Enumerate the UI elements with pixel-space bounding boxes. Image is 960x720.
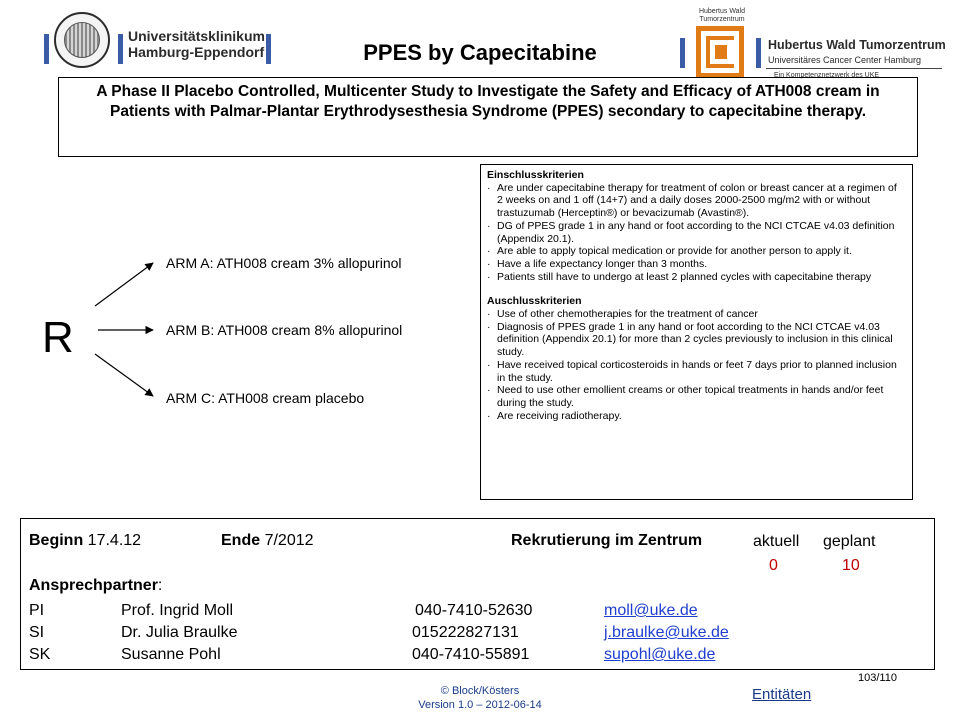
list-item: · Need to use other emollient creams or other topical treatments in hands and/or feet during the study. [487,384,902,409]
geplant-label: geplant [823,533,876,550]
recruitment-box [20,518,935,670]
rekrutierung-label: Rekrutierung im Zentrum [511,532,703,549]
page-title: PPES by Capecitabine [363,40,597,65]
contact-role: PI [29,602,45,619]
copyright: © Block/Kösters [440,685,520,697]
contact-name: Susanne Pohl [121,646,221,663]
entitaeten-link[interactable]: Entitäten [752,686,812,703]
arrow-to-arm-c [95,354,153,396]
contact-email-link[interactable]: supohl@uke.de [604,646,716,663]
study-description: A Phase II Placebo Controlled, Multicenter Study to Investigate the Safety and Efficacy of ATH008 cream in Patients with Palmar-Plantar Erythrodysesthesia Syndrome (PPES) secondary to capecitabine therapy. [58,77,918,157]
exclusion-list [487,308,902,422]
inclusion-heading: Einschlusskriterien [487,169,584,181]
contact-role: SI [29,624,45,641]
contact-name: Prof. Ingrid Moll [121,602,234,619]
hw-divider [766,68,942,69]
contact-phone: 040-7410-55891 [412,646,530,663]
list-item: · Have a life expectancy longer than 3 months. [487,258,902,271]
page-number: 103/110 [858,672,897,684]
contact-name: Dr. Julia Braulke [121,624,238,641]
exclusion-heading: Auschlusskriterien [487,295,582,308]
footer-credits [360,684,600,712]
version: Version 1.0 – 2012-06-14 [418,699,542,711]
ansprechpartner: Ansprechpartner: [29,577,163,594]
arm-a-label: ARM A: ATH008 cream 3% allopurinol [166,255,402,271]
contact-email-link[interactable]: j.braulke@uke.de [604,624,729,641]
randomization-arrows [0,0,480,440]
beginn: Beginn 17.4.12 [29,532,142,549]
inclusion-list [487,182,902,284]
hw-tagline: Ein Kompetenznetzwerk des UKE [774,72,880,79]
uke-name: Universitätsklinikum Hamburg-Eppendorf [128,28,265,60]
contact-phone: 015222827131 [412,624,519,641]
randomization-symbol: R [42,313,74,362]
arm-c-label: ARM C: ATH008 cream placebo [166,390,365,406]
list-item: · Are under capecitabine therapy for treatment of colon or breast cancer at a regimen of 2 weeks on and 1 off (14+7) and a daily doses 2000-2500 mg/m2 with or without trastuzumab (Herceptin®) or bevacizumab (Avastin®). [487,182,902,220]
contact-phone: 040-7410-52630 [415,602,533,619]
aktuell-label: aktuell [753,533,800,550]
arm-b-label: ARM B: ATH008 cream 8% allopurinol [166,322,403,338]
arrow-to-arm-a [95,263,153,306]
hw-small-label: Hubertus Wald Tumorzentrum [698,8,746,23]
contact-email-link[interactable]: moll@uke.de [604,602,698,619]
geplant-count: 10 [842,557,860,574]
list-item: · Diagnosis of PPES grade 1 in any hand or foot according to the NCI CTCAE v4.03 definition (Appendix 20.1) for more than 2 cycles previously to inclusion in this clinical study. [487,321,902,359]
list-item: · Use of other chemotherapies for the treatment of cancer [487,308,902,321]
list-item: · Are receiving radiotherapy. [487,410,902,423]
contact-role: SK [29,646,51,663]
list-item: · Have received topical corticosteroids in hands or feet 7 days prior to planned inclusion in the study. [487,359,902,384]
ende: Ende 7/2012 [221,532,314,549]
list-item: · Patients still have to undergo at least 2 planned cycles with capecitabine therapy [487,271,902,284]
aktuell-count: 0 [769,557,778,574]
criteria-box [480,164,913,500]
list-item: · Are able to apply topical medication or provide for another person to apply it. [487,245,902,258]
list-item: · DG of PPES grade 1 in any hand or foot according to the NCI CTCAE v4.03 definition (Appendix 20.1). [487,220,902,245]
hw-name: Hubertus Wald Tumorzentrum Universitäres Cancer Center Hamburg [768,38,946,65]
